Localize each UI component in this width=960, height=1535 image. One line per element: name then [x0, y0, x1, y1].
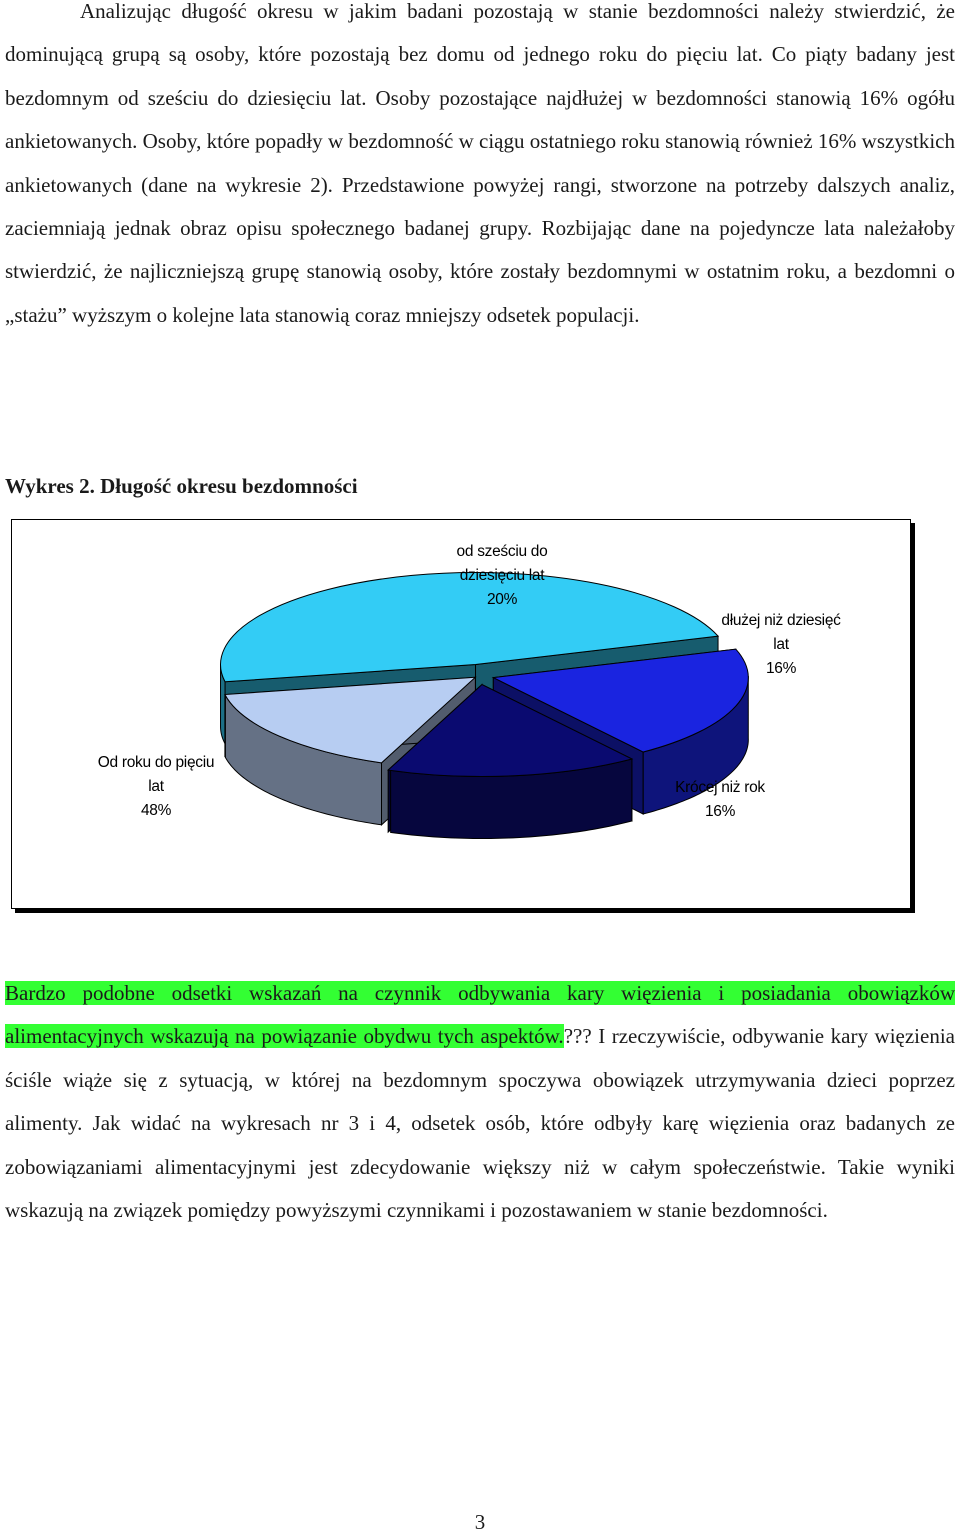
page-number: 3	[474, 1510, 486, 1534]
label-line: Od roku do pięciu	[97, 754, 215, 771]
highlighted-text: Bardzo podobne odsetki wskazań na czynnik odbywania kary więzienia i posiadania obowiązków alimentacyjnych wskazują na powiązanie obydwu tych aspektów.	[5, 981, 955, 1049]
paragraph-text: ??? I rzeczywiście, odbywanie kary więzienia ściśle wiąże się z sytuacją, w której na bezdomnym spoczywa obowiązek utrzymywania dzieci poprzez alimenty. Jak widać na wykresach nr 3 i 4, odsetek osób, które odbyły karę więzienia oraz badanych ze zobowiązaniami alimentacyjnymi jest zdecydowanie większy niż w całym społeczeństwie. Takie wyniki wskazują na związek pomiędzy powyższymi czynnikami i pozostawaniem w stanie bezdomności.	[5, 1024, 955, 1223]
slice-label-six-to-ten	[402, 540, 602, 612]
chart-caption: Wykres 2. Długość okresu bezdomności	[5, 474, 358, 498]
label-line: lat	[148, 778, 164, 795]
slice-label-over-ten	[681, 609, 881, 681]
label-line: dłużej niż dziesięć	[721, 612, 841, 629]
slice-label-one-to-five	[56, 751, 256, 823]
second-paragraph	[5, 972, 955, 1232]
value-label: 16%	[704, 803, 736, 820]
intro-paragraph: Analizując długość okresu w jakim badani pozostają w stanie bezdomności należy stwierdzić, że dominującą grupą są osoby, które pozostają bez domu od jednego roku do pięciu lat. Co piąty badany jest bezdomnym od sześciu do dziesięciu lat. Osoby pozostające najdłużej w bezdomności stanowią 16% ogółu ankietowanych. Osoby, które popadły w bezdomność w ciągu ostatniego roku stanowią również 16% wszystkich ankietowanych (dane na wykresie 2). Przedstawione powyżej rangi, stworzone na potrzeby dalszych analiz, zaciemniają jednak obraz opisu społecznego badanej grupy. Rozbijając dane na pojedyncze lata należałoby stwierdzić, że najliczniejszą grupę stanowią osoby, które zostały bezdomnymi w ostatnim roku, a bezdomni o „stażu” wyższym o kolejne lata stanowią coraz mniejszy odsetek populacji.	[5, 0, 955, 327]
pie-chart-frame	[11, 519, 911, 909]
label-line: Krócej niż rok	[675, 779, 765, 796]
label-line: lat	[773, 636, 789, 653]
slice-label-under-year	[620, 776, 820, 824]
label-line: dziesięciu lat	[459, 567, 545, 584]
label-line: od sześciu do	[456, 543, 548, 560]
value-label: 16%	[765, 660, 797, 677]
value-label: 20%	[486, 591, 518, 608]
value-label: 48%	[140, 802, 172, 819]
